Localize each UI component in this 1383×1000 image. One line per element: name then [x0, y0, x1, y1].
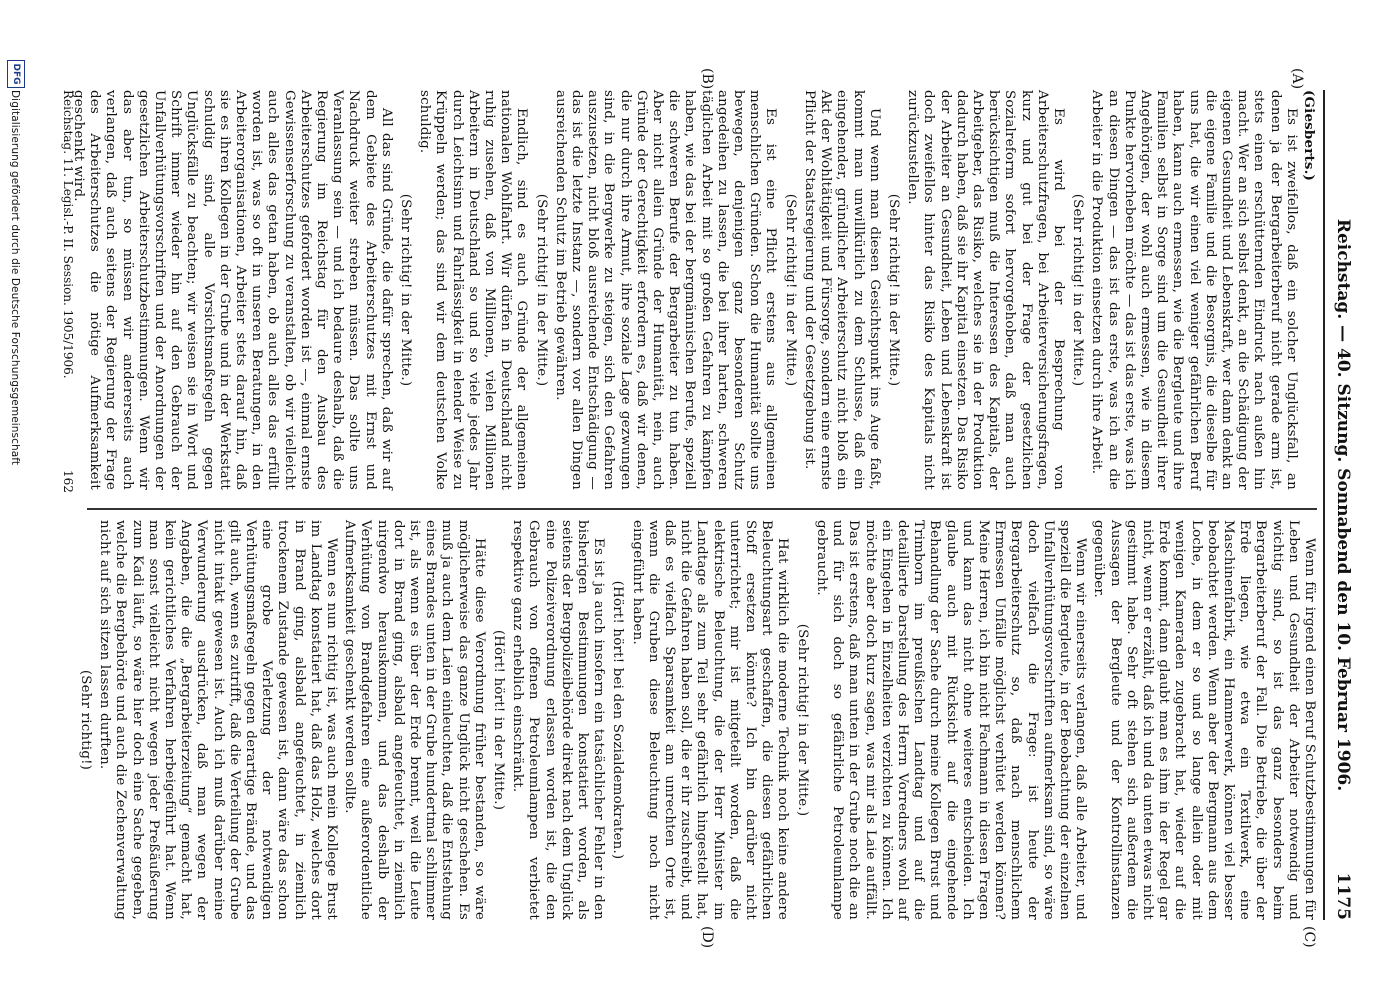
interjection: (Sehr richtig! in der Mitte.) — [782, 193, 798, 387]
interjection: (Sehr richtig! in der Mitte.) — [398, 193, 414, 387]
footer-sheet-number: 162 — [61, 470, 75, 493]
interjection: (Sehr richtig! in der Mitte.) — [1070, 193, 1086, 387]
margin-label-b: (B) — [699, 68, 715, 90]
interjection: (Sehr richtig! in der Mitte.) — [794, 623, 810, 817]
paragraph: Wenn es nun richtig ist, was auch mein Kollege Brust im Landtag konstatiert hat, daß das Holz, welches dort in Brand ging, alsbald angefeuchtet, in ziemlich trockenem Zustande gewesen ist, dann wäre das schon eine grobe Verletzung der notwendigen Verhütungsmaßregeln gegen derartige Brände, und das gilt auch, wenn es zutrifft, daß die Verteilung der Grube nicht intakt gewesen ist. Auch ich muß darüber meine Verwunderung ausdrücken, daß man wegen der Angaben, die die „Bergarbeiterzeitung“ gemacht hat, kein gerichtliches Verfahren herbeigeführt hat. Wenn man sonst vielleicht nicht wegen jeder Preßäußerung zum Kadi läuft, so wäre hier doch eine Sache gegeben, welche die Bergbehörde und auch die Zechenverwaltung nicht auf sich sitzen lassen durften. — [97, 520, 340, 920]
interjection: (Hört! hört! in der Mitte.) — [491, 629, 507, 811]
dfg-logo: DFG — [7, 60, 25, 88]
margin-label-c: (C) — [1301, 926, 1317, 948]
paragraph: Es wird bei der Besprechung von Arbeiterschutzfragen, bei Arbeiterversicherungsfragen, kurz und gut bei der Frage der gesetzlichen Sozialreform sofort hervorgehoben, daß man auch berücksichtigen muß die Interessen des Kapitals, der Arbeitgeber, das Risiko, welches sie in der Produktion dadurch haben, daß sie ihr Kapital einsetzen. Das Risiko der Arbeiter an Gesundheit, Leben und Lebenskraft ist doch zweifellos hinter das Risiko des Kapitals nicht zurückzustellen. — [905, 90, 1066, 490]
margin-label-d: (D) — [699, 926, 715, 949]
interjection: (Hört! hört! bei den Sozialdemokraten.) — [610, 580, 626, 860]
paragraph: Es ist eine Pflicht erstens aus allgemeinen menschlichen Gründen. Schon die Humanität sollte uns bewegen, denjenigen ganz besonderen Schutz angedeihen zu lassen, die bei ihrer harten, schweren täglichen Arbeit mit so großen Gefahren zu kämpfen haben, wie das bei der bergmännischen Berufe, speziell die schweren Berufe der Bergarbeiter zu tun haben. Aber nicht allein Gründe der Humanität, nein, auch Gründe der Gerechtigkeit erfordern es, daß wir denen, die nur durch ihre Armut, ihre soziale Lage gezwungen sind, in die Bergwerke zu steigen, sich den Gefahren auszusetzen, nicht bloß ausreichende Entschädigung — das ist die letzte Instanz —, sondern vor allen Dingen ausreichenden Schutz im Betrieb gewähren. — [552, 90, 779, 490]
interjection: (Sehr richtig! in der Mitte.) — [533, 193, 549, 387]
paragraph: Wenn wir einerseits verlangen, daß alle Arbeiter, und speziell die Bergleute, in der Beobachtung der einzelnen Unfallverhütungsvorschriften aufmerksam sind, so wäre doch vielfach die Frage: ist heute der Bergarbeiterschutz so, daß nach menschlichem Ermessen Unfälle möglichst verhütet werden können? Meine Herren, ich bin nicht Fachmann in diesen Fragen und kann das nicht ohne weiteres entscheiden. Ich glaube auch mit Rücksicht auf die eingehende Behandlung der Sache durch meine Kollegen Brust und Trimborn im preußischen Landtag und auf die detaillierte Darstellung des Herrn Vorredners wohl auf ein Eingehen in Einzelheiten verzichten zu können. Ich möchte aber doch kurz sagen, was mir als Laie auffällt. Das ist erstens, daß man unten in der Grube noch die an und für sich doch so gefährliche Petroleumlampe gebraucht. — [813, 520, 1089, 920]
page-header — [1327, 90, 1353, 920]
paragraph: Und wenn man diesen Gesichtspunkt ins Auge faßt, kommt man unwillkürlich zu dem Schlusse, daß ein eingehender, gründlicher Arbeiterschutz nicht bloß ein Akt der Wohltätigkeit und Fürsorge, sondern eine ernste Pflicht der Staatsregierung und der Gesetzgebung ist. — [801, 90, 882, 490]
page-number: 1175 — [1333, 872, 1353, 920]
running-title: Reichstag. — 40. Sitzung. Sonnabend den 10. Februar 1906. — [1333, 218, 1353, 792]
paragraph: Es ist zweifellos, daß ein solcher Unglücksfall, an denen ja der Bergarbeiterberuf nicht gerade arm ist, stets einen erschütternden Eindruck nach außen hin macht. Wer an sich selbst denkt, an die Schädigung der eigenen Gesundheit und Lebenskraft, wer dann denkt an die eigene Familie und die Besorgnis, die dieselbe für uns hat, die wir einen viel weniger gefährlichen Beruf haben, kann auch ermessen, wie die Bergleute und ihre Familien selbst in Sorge sind um die Gesundheit ihrer Angehörigen, der wohl auch ermessen, wie in diesem Punkte hervorheben möchte — das ist das erste, was ich an diesen Dingen — das ist das erste, was ich an die Arbeiter in die Produktion einsetzen durch ihre Arbeit. — [1089, 90, 1299, 490]
paragraph: Endlich, sind es auch Gründe der allgemeinen nationalen Wohlfahrt. Wir dürfen in Deutschland nicht ruhig zusehen, daß von Millionen, vielen Millionen Arbeitern in Deutschland so und so viele jedes Jahr durch Leichtsinn und Fahrlässigkeit in elender Weise zu Krüppeln werden; das sind wir dem deutschen Volke schuldig. — [417, 90, 530, 490]
interjection: (Sehr richtig!) — [77, 669, 93, 771]
speaker-name: (Giesberts.) — [1301, 90, 1317, 181]
paragraph: Es ist ja auch insofern ein tatsächlicher Fehler in den bisherigen Bestimmungen konstatiert worden, als seitens der Bergpolizeibehörde direkt nach dem Unglück eine Polizeiverordnung erlassen worden ist, die den Gebrauch von offenen Petroleumlampen verbietet respektive ganz erheblich einschränkt. — [510, 520, 607, 920]
header-rule — [1323, 90, 1325, 920]
column-divider — [87, 508, 1317, 510]
interjection: (Sehr richtig! in der Mitte.) — [885, 193, 901, 387]
paragraph: Wenn für irgend einen Beruf Schutzbestimmungen für Leben und Gesundheit der Arbeiter notwendig und wichtig sind, so ist das ganz besonders beim Bergarbeiterberuf der Fall. Die Betriebe, die über der Erde liegen, wie etwa ein Textilwerk, eine Maschinenfabrik, ein Hammerwerk, können viel besser beobachtet werden. Wenn aber der Bergmann aus dem Loche, in dem er so und so lange allein oder mit wenigen Kameraden zugebracht hat, wieder auf die Erde kommt, dann glaubt man es ihm in der Regel gar nicht, wenn er erzählt, daß ich und da unten etwas nicht gestimmt habe. Sehr oft stehen sich außerdem die Aussagen der Bergleute und der Kontrollinstanzen gegenüber. — [1091, 520, 1317, 920]
footer-session: Reichstag. 11. Legisl.-P. II. Session. 1905/1906. — [61, 90, 75, 379]
digitization-credit: Digitalisierung gefördert durch die Deutsche Forschungsgemeinschaft — [9, 90, 21, 466]
paragraph: Hätte diese Verordnung früher bestanden, so wäre möglicherweise das ganze Unglück nicht geschehen. Es muß ja auch dem Laien einleuchten, daß die Entstehung eines Brandes unten in der Grube hundertmal schlimmer ist, als wenn es über der Erde brennt, weil die Leute dort in Brand ging, alsbald angefeuchtet, in ziemlich nirgendwo herauskommen, und das deshalb der Verhütung von Brandgefahren eine außerordentliche Aufmerksamkeit geschenkt werden sollte. — [342, 520, 487, 920]
left-column — [70, 90, 1317, 490]
paragraph: Hat wirklich die moderne Technik noch keine andere Beleuchtungsart geschaffen, die diesen gefährlichen Stoff ersetzen könnte? Ich bin darüber nicht unterrichtet; mir ist mitgeteilt worden, daß die elektrische Beleuchtung, die der Herr Minister im Landtage als zum Teil sehr gefährlich hingestellt hat, nicht die Gefahren haben soll, die er ihr zuschreibt, und daß es vielfach Sparsamkeit am unrechten Orte ist, wenn die Gruben diese Beleuchtung noch nicht eingeführt haben. — [629, 520, 791, 920]
right-column — [77, 520, 1317, 920]
margin-label-a: (A) — [1289, 68, 1305, 90]
paragraph: All das sind Gründe, die dafür sprechen, daß wir auf dem Gebiete des Arbeiterschutzes mit Ernst und Nachdruck weiter streben müssen. Das sollte uns Veranlassung sein — und ich bedaure deshalb, daß die Regierung im Reichstag für den Ausbau des Arbeiterschutzes gefordert worden ist —, einmal ernste Gewissenserforschung zu veranstalten, ob wir vielleicht auch alles das getan haben, ob auch alles das erfüllt worden ist, was so oft in unseren Beratungen, in den Arbeiterorganisationen, Arbeiter stets darauf hin, daß sie es ihren Kollegen in der Grube und in der Werkstatt schuldig sind, alle Vorsichtsmaßregeln gegen Unglücksfälle zu beachten; wir weisen sie in Wort und Schrift immer wieder hin auf den Gebrauch der Unfallverhütungsvorschriften und der Anordnungen der gesetzlichen Arbeiterschutzbestimmungen. Wenn wir das aber tun, so müssen wir andererseits auch verlangen, daß auch seitens der Regierung der Frage des Arbeiterschutzes die nötige Aufmerksamkeit geschenkt wird. — [70, 90, 394, 490]
